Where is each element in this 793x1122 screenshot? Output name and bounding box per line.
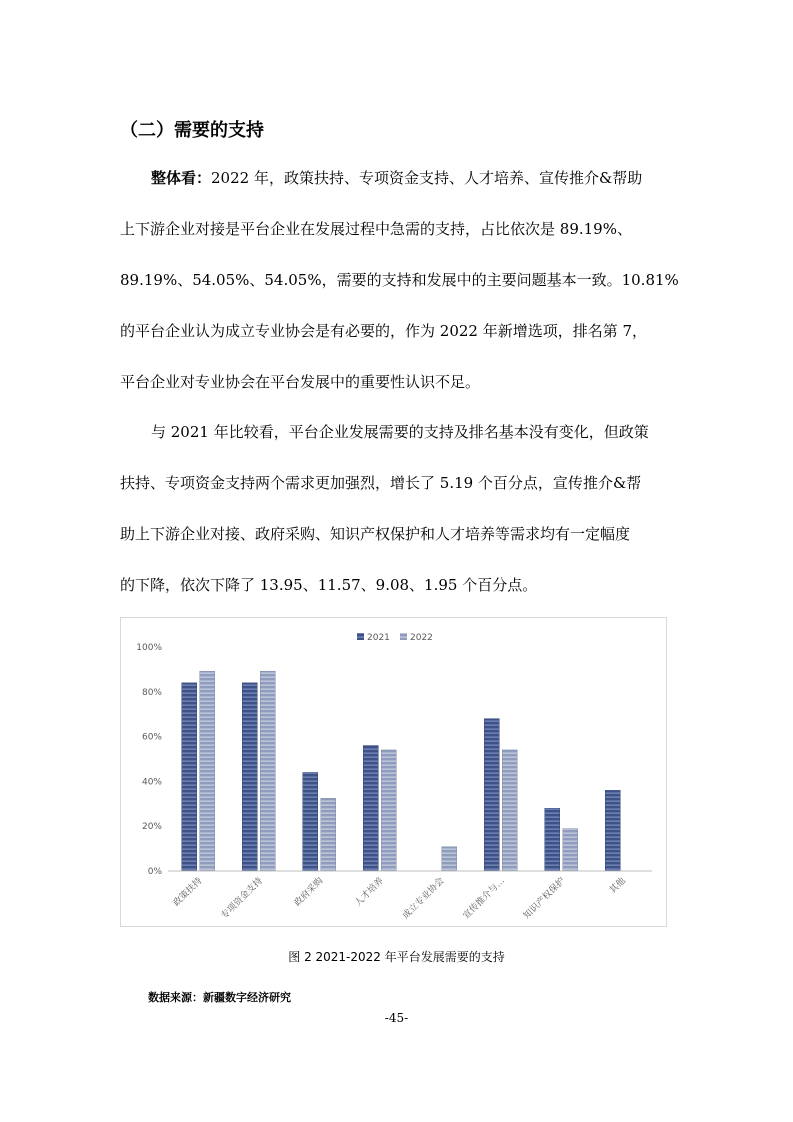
x-tick-label: 政策扶持 [171, 876, 205, 909]
paragraph-line: 平台企业对专业协会在平台发展中的重要性认识不足。 [120, 373, 481, 391]
bar-2022-6 [563, 829, 578, 871]
x-tick-label: 政府采购 [292, 876, 326, 909]
bar-2021-5 [484, 719, 499, 871]
y-tick-label: 80% [141, 687, 162, 698]
bar-2022-1 [260, 671, 275, 871]
paragraph-line: 上下游企业对接是平台企业在发展过程中急需的支持，占比依次是 89.19%、 [120, 220, 632, 238]
x-tick-label: 专项资金支持 [219, 876, 265, 922]
bar-chart [121, 618, 666, 926]
page-number: -45- [384, 1011, 409, 1025]
paragraph-line [120, 153, 670, 204]
paragraph-line: 的平台企业认为成立专业协会是有必要的，作为 2022 年新增选项，排名第 7， [120, 322, 648, 340]
y-tick-label: 0% [147, 867, 162, 877]
section-heading: （二）需要的支持 [120, 120, 264, 141]
paragraph-line: 助上下游企业对接、政府采购、知识产权保护和人才培养等需求均有一定幅度 [120, 525, 631, 543]
paragraph-line: 89.19%、54.05%、54.05%，需要的支持和发展中的主要问题基本一致。10.81% [120, 271, 679, 289]
x-tick-label: 人才培养 [353, 876, 386, 909]
y-tick-label: 100% [136, 643, 162, 653]
y-tick-label: 20% [141, 822, 162, 833]
y-tick-label: 40% [141, 777, 162, 788]
bar-2022-0 [200, 671, 215, 871]
legend-swatch-2021 [357, 633, 364, 640]
paragraph-line: 与 2021 年比较看，平台企业发展需要的支持及排名基本没有变化，但政策 [151, 423, 649, 441]
legend-label: 2021 [367, 633, 390, 643]
x-tick-label: 知识产权保护 [522, 876, 568, 922]
y-tick-label: 60% [141, 732, 162, 743]
lead-label: 整体看： [151, 169, 212, 187]
x-tick-label: 成立专业协会 [401, 876, 447, 922]
x-tick-label: 宣传推介与… [461, 876, 507, 922]
bar-2022-3 [381, 750, 396, 871]
data-source: 数据来源：新疆数字经济研究 [148, 991, 291, 1004]
paragraph-text: 2022 年，政策扶持、专项资金支持、人才培养、宣传推介&帮助 [211, 169, 643, 187]
paragraph-comparison [120, 407, 670, 611]
y-axis [136, 643, 162, 877]
chart-legend [357, 633, 433, 643]
paragraph-line: 的下降，依次下降了 13.95、11.57、9.08、1.95 个百分点。 [120, 576, 538, 594]
paragraph-line: 扶持、专项资金支持两个需求更加强烈，增长了 5.19 个百分点，宣传推介&帮 [120, 474, 642, 492]
bar-2021-1 [242, 683, 257, 871]
x-axis [168, 871, 652, 921]
bar-2022-4 [442, 847, 457, 871]
bar-2021-3 [363, 746, 378, 871]
chart-container [120, 617, 667, 927]
x-tick-label: 其他 [608, 876, 628, 896]
paragraph-overall [120, 153, 679, 408]
bar-2022-5 [502, 750, 517, 871]
bar-2022-2 [321, 798, 336, 871]
bar-2021-6 [545, 808, 560, 871]
legend-label: 2022 [410, 633, 433, 643]
legend-swatch-2022 [400, 633, 407, 640]
bar-2021-7 [605, 790, 620, 871]
bars-group [182, 671, 621, 871]
figure-caption: 图 2 2021-2022 年平台发展需要的支持 [288, 950, 505, 964]
bar-2021-2 [303, 772, 318, 871]
bar-2021-0 [182, 683, 197, 871]
